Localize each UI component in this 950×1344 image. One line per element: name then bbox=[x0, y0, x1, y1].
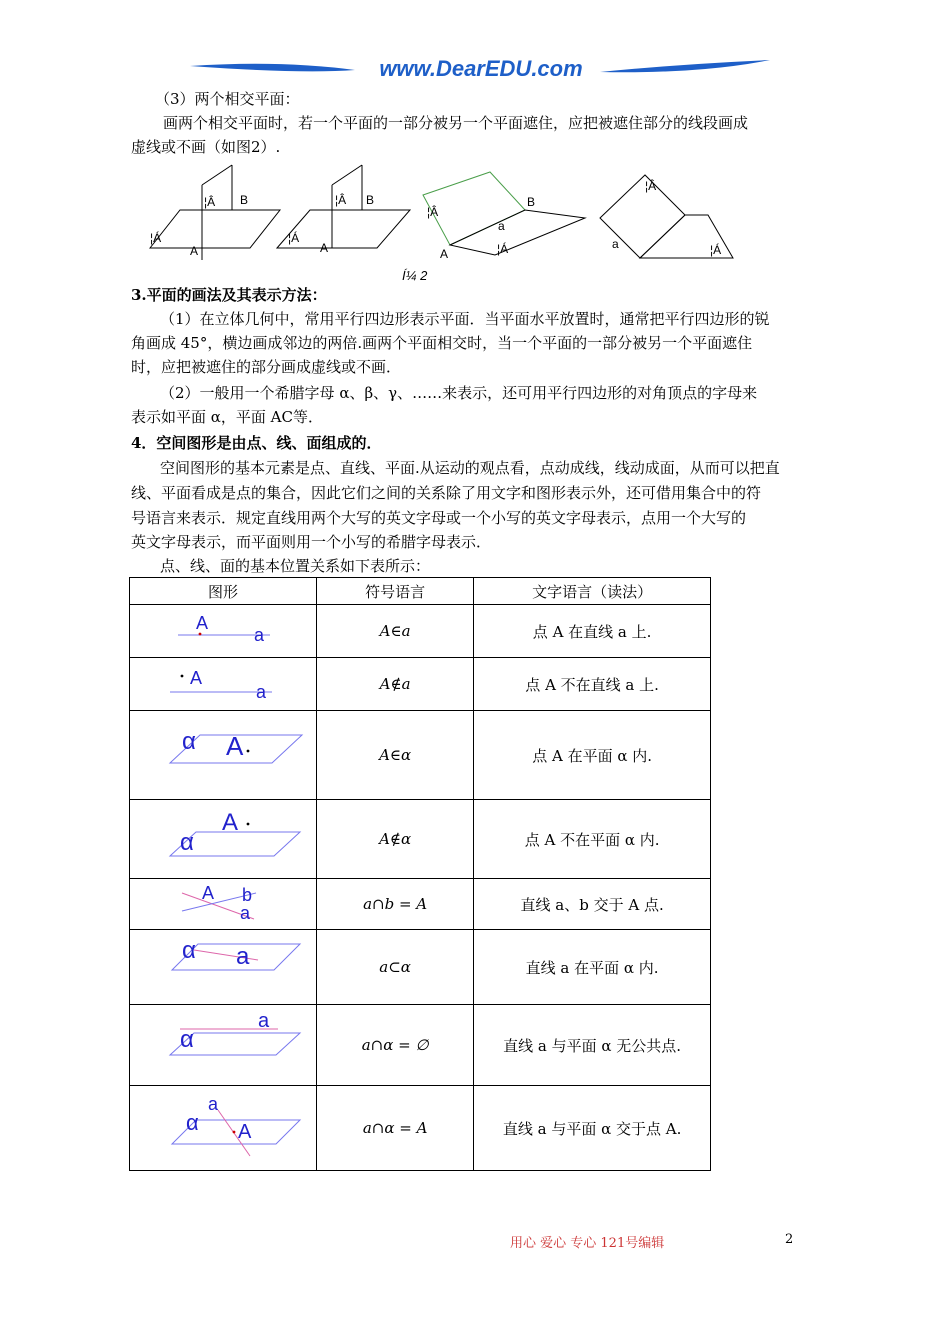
fig-label-alpha: ¦Á bbox=[288, 231, 300, 245]
fig-label-B: B bbox=[527, 195, 536, 209]
label-b: b bbox=[242, 885, 253, 905]
label-a: a bbox=[208, 1094, 219, 1114]
fig-label-A: A bbox=[440, 247, 449, 261]
symbol-cell: A∈a bbox=[317, 605, 474, 658]
fig-label-beta: ¦Â bbox=[645, 179, 657, 193]
label-alpha: α bbox=[182, 937, 196, 964]
figure-caption: Í¼ 2 bbox=[402, 268, 428, 283]
fig-label-beta: ¦Â bbox=[335, 193, 347, 207]
paragraph-line: 虚线或不画（如图2）. bbox=[131, 138, 281, 156]
paragraph-line: （2）一般用一个希腊字母 α、β、γ、……来表示，还可用平行四边形的对角顶点的字母来 bbox=[160, 384, 758, 402]
label-alpha: α bbox=[182, 728, 196, 755]
table-row bbox=[130, 605, 711, 658]
table-row bbox=[130, 1005, 711, 1086]
relationship-table bbox=[129, 577, 711, 1171]
symbol-cell: A∉a bbox=[317, 658, 474, 711]
fig-label-alpha: ¦Á bbox=[497, 242, 509, 256]
label-a: a bbox=[240, 903, 251, 923]
label-alpha: α bbox=[180, 1026, 194, 1053]
paragraph-line: 画两个相交平面时，若一个平面的一部分被另一个平面遮住，应把被遮住部分的线段画成 bbox=[163, 114, 749, 132]
text-cell: 点 A 在平面 α 内. bbox=[474, 711, 711, 800]
paragraph-line: 号语言来表示．规定直线用两个大写的英文字母或一个小写的英文字母表示，点用一个大写的 bbox=[131, 509, 747, 527]
figure-point-off-line bbox=[130, 658, 316, 706]
fig-label-alpha: ¦Á bbox=[150, 231, 162, 245]
figure-point-off-plane bbox=[130, 800, 316, 874]
table-header: 图形 bbox=[130, 578, 317, 605]
diagram-1 bbox=[150, 165, 280, 260]
figure-cell bbox=[130, 658, 317, 711]
text-cell: 点 A 不在平面 α 内. bbox=[474, 800, 711, 879]
table-row bbox=[130, 800, 711, 879]
symbol-cell: a⊂α bbox=[317, 930, 474, 1005]
paragraph-line: 空间图形的基本元素是点、直线、平面.从运动的观点看，点动成线，线动成面，从而可以把直 bbox=[160, 459, 780, 477]
paragraph-line: 表示如平面 α，平面 AC等． bbox=[131, 408, 323, 426]
symbol-cell: A∈α bbox=[317, 711, 474, 800]
fig-label-a: a bbox=[498, 219, 505, 233]
text-cell: 点 A 在直线 a 上. bbox=[474, 605, 711, 658]
symbol-cell: a∩α = ∅ bbox=[317, 1005, 474, 1086]
figure-cell bbox=[130, 800, 317, 879]
label-A: A bbox=[222, 809, 239, 836]
label-alpha: α bbox=[186, 1110, 199, 1135]
figure-intersecting-planes bbox=[140, 160, 760, 285]
paragraph-line: 时，应把被遮住的部分画成虚线或不画． bbox=[131, 358, 402, 376]
label-A: A bbox=[202, 883, 215, 903]
paragraph-line: （1）在立体几何中，常用平行四边形表示平面．当平面水平放置时，通常把平行四边形的锐 bbox=[160, 310, 770, 328]
table-row bbox=[130, 658, 711, 711]
label-A: A bbox=[196, 613, 209, 633]
table-intro: 点、线、面的基本位置关系如下表所示： bbox=[160, 557, 431, 575]
table-header-row bbox=[130, 578, 711, 605]
section-heading: 3.平面的画法及其表示方法： bbox=[131, 286, 327, 304]
paragraph-line: 角画成 45°，横边画成邻边的两倍.画两个平面相交时，当一个平面的一部分被另一个平面遮住 bbox=[131, 334, 753, 352]
subsection-heading: （3）两个相交平面： bbox=[155, 90, 300, 108]
header-logo bbox=[180, 52, 780, 92]
label-a: a bbox=[256, 682, 267, 702]
fig-label-beta: ¦Â bbox=[427, 205, 439, 219]
label-a: a bbox=[236, 943, 250, 970]
figure-cell bbox=[130, 930, 317, 1005]
figure-point-in-plane bbox=[130, 711, 316, 795]
table-header: 符号语言 bbox=[317, 578, 474, 605]
figure-line-parallel-plane bbox=[130, 1005, 316, 1081]
fig-label-A: A bbox=[190, 244, 199, 258]
fig-label-B: B bbox=[240, 193, 249, 207]
footer-slogan: 用心 爱心 专心 121号编辑 bbox=[510, 1236, 665, 1251]
label-alpha: α bbox=[180, 829, 194, 856]
page-number: 2 bbox=[785, 1232, 794, 1247]
fig-label-B: B bbox=[366, 193, 375, 207]
label-a: a bbox=[254, 625, 265, 645]
label-A: A bbox=[226, 731, 244, 761]
figure-point-on-line bbox=[130, 605, 316, 653]
table-header: 文字语言（读法） bbox=[474, 578, 711, 605]
text-cell: 直线 a 与平面 α 交于点 A. bbox=[474, 1086, 711, 1171]
figure-lines-intersect bbox=[130, 879, 316, 925]
section-heading: 4．空间图形是由点、线、面组成的． bbox=[131, 434, 382, 452]
fig-label-alpha: ¦Á bbox=[710, 243, 722, 257]
text-cell: 直线 a 在平面 α 内. bbox=[474, 930, 711, 1005]
table-row bbox=[130, 930, 711, 1005]
text-cell: 直线 a 与平面 α 无公共点. bbox=[474, 1005, 711, 1086]
figure-line-in-plane bbox=[130, 930, 316, 1000]
fig-label-A: A bbox=[320, 241, 329, 255]
table-row bbox=[130, 711, 711, 800]
table-row bbox=[130, 1086, 711, 1171]
label-a: a bbox=[258, 1010, 270, 1032]
figure-cell bbox=[130, 605, 317, 658]
paragraph-line: 线、平面看成是点的集合，因此它们之间的关系除了用文字和图形表示外，还可借用集合中的符 bbox=[131, 484, 762, 502]
symbol-cell: a∩b = A bbox=[317, 879, 474, 930]
text-cell: 直线 a、b 交于 A 点. bbox=[474, 879, 711, 930]
figure-cell bbox=[130, 879, 317, 930]
figure-cell bbox=[130, 1005, 317, 1086]
table-row bbox=[130, 879, 711, 930]
fig-label-beta: ¦Â bbox=[204, 195, 216, 209]
text-cell: 点 A 不在直线 a 上. bbox=[474, 658, 711, 711]
figure-cell bbox=[130, 1086, 317, 1171]
symbol-cell: A∉α bbox=[317, 800, 474, 879]
paragraph-line: 英文字母表示，而平面则用一个小写的希腊字母表示． bbox=[131, 533, 492, 551]
logo-text[interactable]: www.DearEDU.com bbox=[379, 56, 583, 81]
figure-cell bbox=[130, 711, 317, 800]
label-A: A bbox=[190, 668, 203, 688]
fig-label-a: a bbox=[612, 237, 619, 251]
label-A: A bbox=[238, 1121, 252, 1143]
symbol-cell: a∩α = A bbox=[317, 1086, 474, 1171]
figure-line-crosses-plane bbox=[130, 1086, 316, 1166]
